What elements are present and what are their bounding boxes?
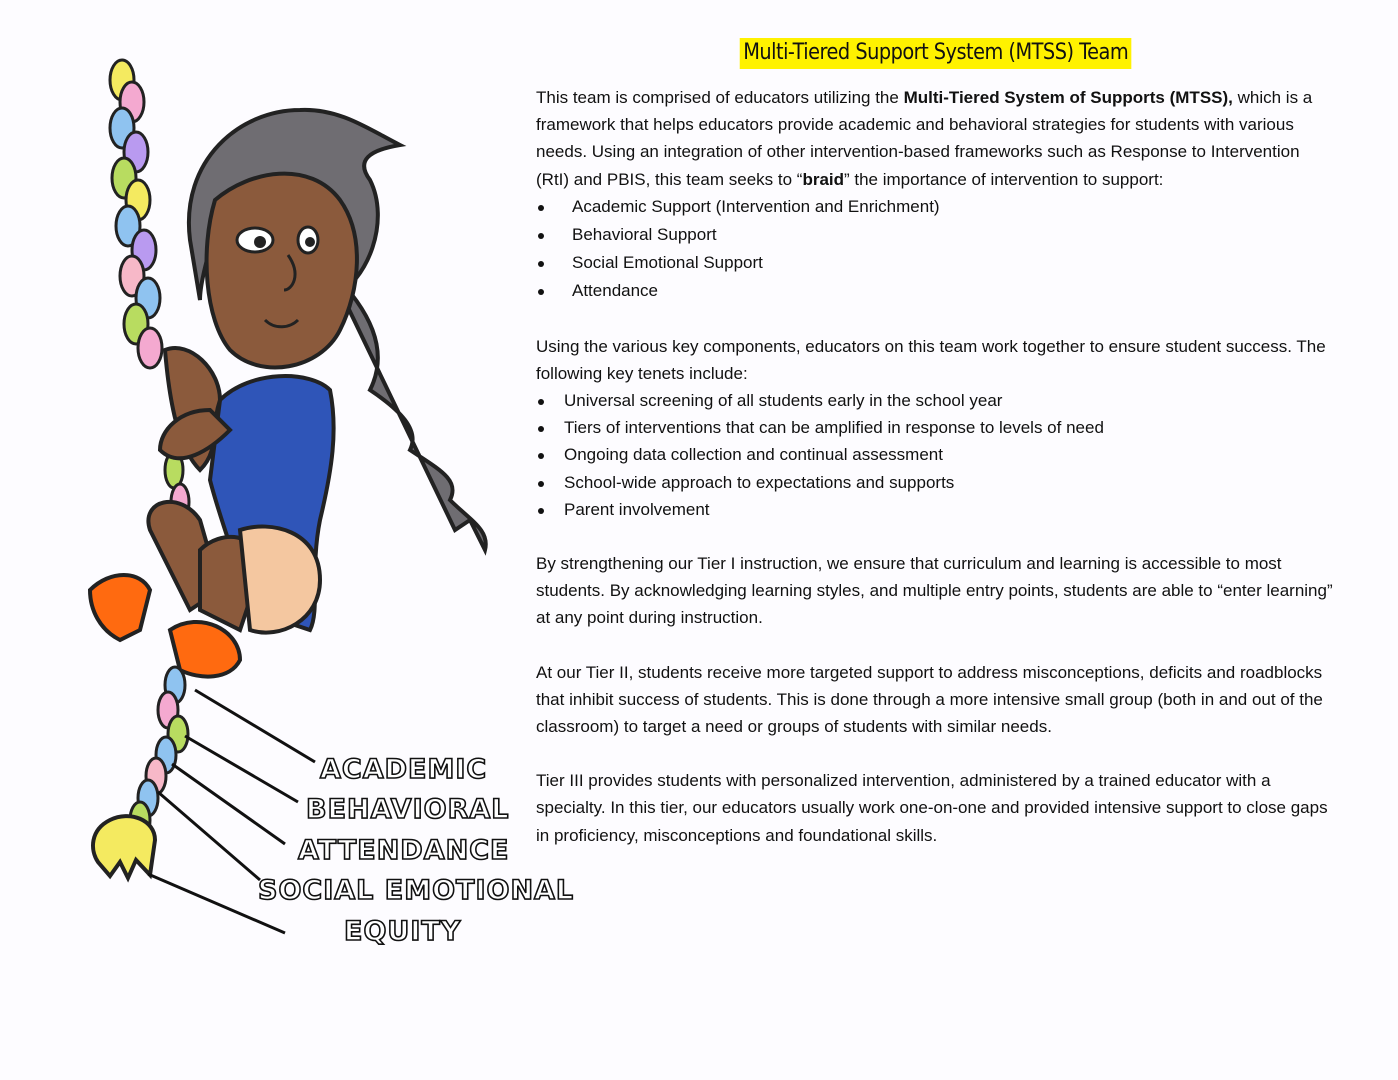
tier2-paragraph: At our Tier II, students receive more targeted support to address misconceptions, deficits and roadblocks that inhibit success of students. This is done through a more intensive small group (both in and out of the classroom) to target a need or groups of students with similar needs. <box>536 662 1323 737</box>
main-content <box>536 38 1336 849</box>
list-item: Behavioral Support <box>536 221 1336 249</box>
tenets-list <box>536 387 1336 523</box>
rope-label-behavioral: BEHAVIORAL <box>306 794 510 825</box>
hair-braid <box>330 270 486 550</box>
list-item: Ongoing data collection and continual assessment <box>536 441 1336 468</box>
components-paragraph: Using the various key components, educators on this team work together to ensure student success. The following key tenets include: <box>536 336 1326 383</box>
intro-paragraph: This team is comprised of educators utilizing the Multi-Tiered System of Supports (MTSS), which is a framework that helps educators provide academic and behavioral strategies for students with various needs. Using an integration of other intervention-based frameworks such as Response to Intervention (RtI) and PBIS, this team seeks to “braid” the importance of intervention to support: <box>536 88 1313 189</box>
page-title: Multi-Tiered Support System (MTSS) Team <box>740 38 1132 69</box>
list-item: Academic Support (Intervention and Enrichment) <box>536 193 1336 221</box>
support-list <box>536 193 1336 306</box>
list-item: School-wide approach to expectations and supports <box>536 469 1336 496</box>
list-item: Universal screening of all students early in the school year <box>536 387 1336 414</box>
braided-rope-upper <box>110 60 162 368</box>
rope-label-equity: EQUITY <box>344 916 462 947</box>
shoe-left <box>90 575 150 640</box>
rope-label-academic: ACADEMIC <box>320 754 488 785</box>
face <box>207 174 357 368</box>
rope-label-attendance: ATTENDANCE <box>298 835 510 866</box>
rope-label-social-emotional: SOCIAL EMOTIONAL <box>258 875 575 906</box>
list-item: Attendance <box>536 277 1336 305</box>
list-item: Parent involvement <box>536 496 1336 523</box>
tier1-paragraph: By strengthening our Tier I instruction, we ensure that curriculum and learning is accessible to most students. By acknowledging learning styles, and multiple entry points, students are able to “enter learning” at any point during instruction. <box>536 554 1333 628</box>
rope-tassel <box>93 816 155 878</box>
list-item: Tiers of interventions that can be amplified in response to levels of need <box>536 414 1336 441</box>
list-item: Social Emotional Support <box>536 249 1336 277</box>
tier3-paragraph: Tier III provides students with personalized intervention, administered by a trained educator with a specialty. In this tier, our educators usually work one-on-one and provided intensive support to close gaps in proficiency, misconceptions and foundational skills. <box>536 771 1328 845</box>
